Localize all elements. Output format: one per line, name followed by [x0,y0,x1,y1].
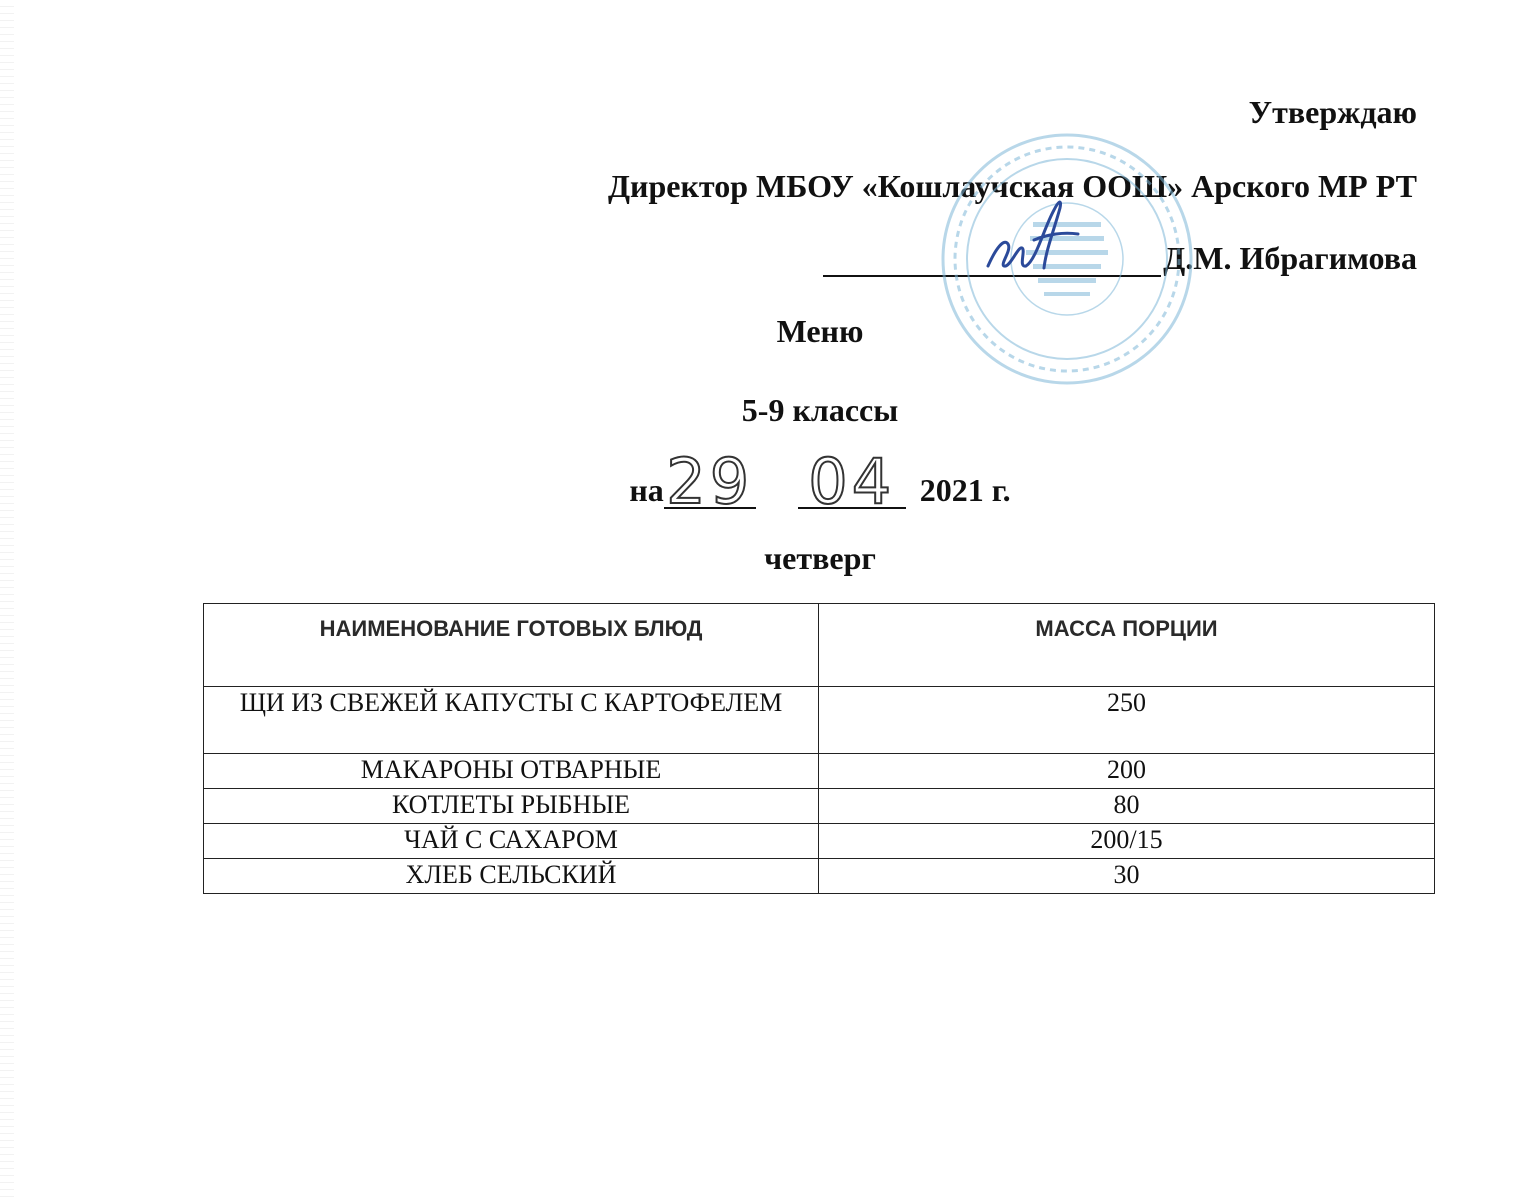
approve-label: Утверждаю [1248,94,1417,130]
table-row [204,754,1435,789]
table-header-row [204,604,1435,687]
classes-label: 5-9 классы [741,392,899,428]
signature-line [823,240,1417,277]
portion-mass: 200 [819,754,1435,789]
director-line: Директор МБОУ «Кошлаучская ООШ» Арского МР РТ [608,168,1417,204]
handwritten-month: 04 [808,445,896,518]
portion-mass: 250 [819,687,1435,754]
dish-name: МАКАРОНЫ ОТВАРНЫЕ [204,754,819,789]
menu-table [203,603,1435,894]
scan-edge [0,0,14,1200]
dish-name: ЧАЙ С САХАРОМ [204,824,819,859]
signature-underline [823,241,1161,277]
year-label: 2021 г. [919,472,1011,508]
portion-mass: 80 [819,789,1435,824]
date-line [0,445,1525,518]
dish-name: ХЛЕБ СЕЛЬСКИЙ [204,859,819,894]
table-row [204,824,1435,859]
header-dish-name: НАИМЕНОВАНИЕ ГОТОВЫХ БЛЮД [204,604,819,687]
portion-mass: 200/15 [819,824,1435,859]
header-portion-mass: МАССА ПОРЦИИ [819,604,1435,687]
day-field [664,445,756,518]
date-prefix: на [629,472,664,508]
menu-title: Меню [776,313,864,349]
dish-name: КОТЛЕТЫ РЫБНЫЕ [204,789,819,824]
table-row [204,859,1435,894]
handwritten-day: 29 [666,445,754,518]
month-field [798,445,906,518]
table-row [204,789,1435,824]
signer-name: Д.М. Ибрагимова [1163,240,1417,276]
portion-mass: 30 [819,859,1435,894]
dish-name: ЩИ ИЗ СВЕЖЕЙ КАПУСТЫ С КАРТОФЕЛЕМ [204,687,819,754]
weekday-label: четверг [764,540,876,576]
table-row [204,687,1435,754]
